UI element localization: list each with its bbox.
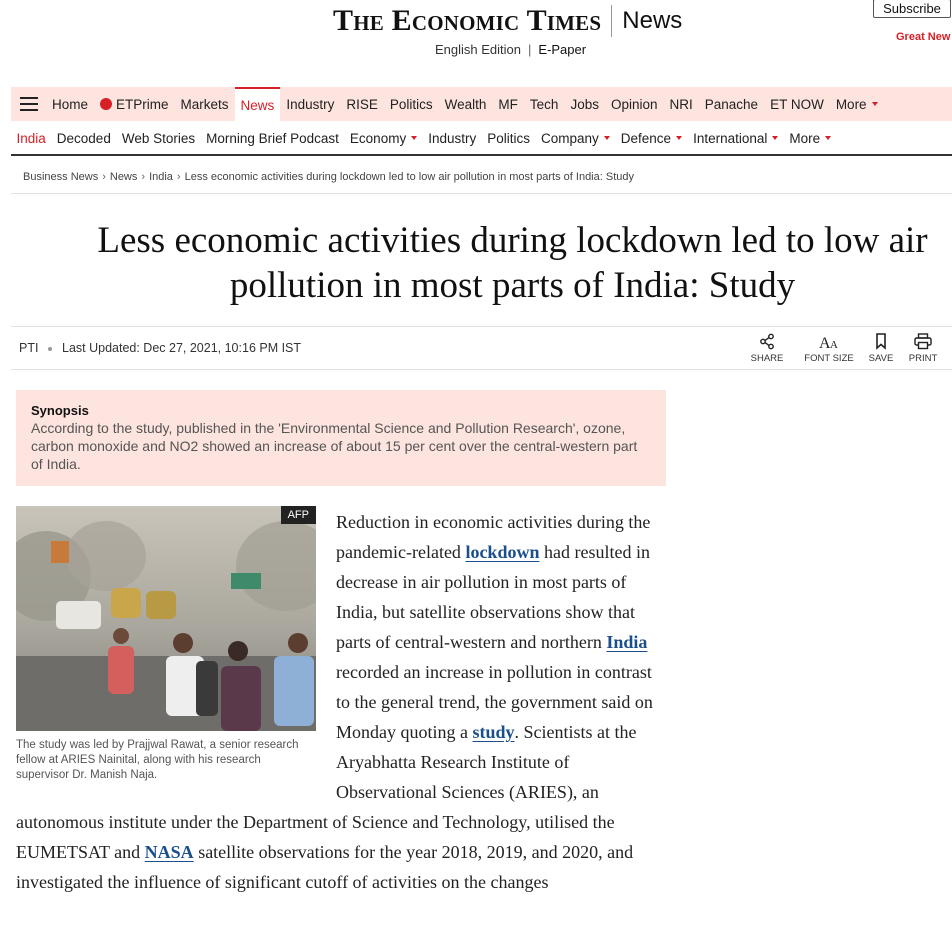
logo-row[interactable] [333,4,682,38]
body-text-part: Reduction in economic activities during the pandemic-related [336,512,651,562]
last-updated: Last Updated: Dec 27, 2021, 10:16 PM IST [62,341,302,355]
chevron-down-icon [676,136,682,140]
share-label: SHARE [750,353,784,364]
breadcrumb-separator: › [102,170,106,183]
print-icon [914,333,932,350]
epaper-link[interactable]: E-Paper [538,42,587,57]
subnav-item-company[interactable] [536,131,616,146]
nav-item-jobs[interactable] [564,87,605,121]
subnav-item-economy[interactable] [344,131,422,146]
nav-item-label: Opinion [610,96,658,112]
breadcrumb [11,160,952,194]
share-icon [759,333,775,350]
synopsis-title: Synopsis [31,403,89,418]
synopsis-box [16,390,666,486]
nav-item-label: Panache [704,96,759,112]
primary-nav [11,87,952,121]
breadcrumb-item[interactable]: Business News [23,170,99,183]
chevron-down-icon [872,102,878,106]
edition-link[interactable]: English Edition [435,42,521,57]
nav-item-wealth[interactable] [439,87,493,121]
nav-item-label: ET NOW [770,96,824,112]
subnav-item-morning-brief-podcast[interactable] [201,131,345,146]
etprime-logo-icon [100,98,112,110]
india-link[interactable]: India [606,632,648,652]
image-caption: The study was led by Prajjwal Rawat, a senior research fellow at ARIES Nainital, along with his research supervisor Dr. Manish Naja. [16,739,299,781]
subnav-item-web-stories[interactable] [116,131,200,146]
lockdown-link[interactable]: lockdown [465,542,540,562]
nav-item-rise[interactable] [340,87,384,121]
nav-item-label: RISE [346,96,378,112]
nav-item-opinion[interactable] [605,87,664,121]
nav-item-label: Industry [286,96,335,112]
edition-separator: | [528,42,532,57]
font-size-icon [819,333,839,350]
edition-row [435,42,586,57]
subnav-item-india[interactable] [11,131,51,146]
font-size-button[interactable] [804,333,854,364]
breadcrumb-item[interactable]: News [109,170,138,183]
masthead [0,0,952,86]
print-button[interactable] [898,333,948,364]
subnav-item-decoded[interactable] [51,131,116,146]
nav-item-markets[interactable] [175,87,235,121]
nav-item-home[interactable] [46,87,94,121]
nav-item-industry[interactable] [280,87,340,121]
subnav-item-label: India [16,130,46,146]
bookmark-icon [875,333,887,350]
nav-item-tech[interactable] [524,87,565,121]
chevron-down-icon [411,136,417,140]
nav-item-nri[interactable] [664,87,699,121]
primary-nav-list [46,87,884,121]
byline-dot [48,347,52,351]
nav-item-label: News [240,97,275,113]
promo-link[interactable]: Great New [896,31,951,43]
breadcrumb-separator: › [176,170,181,183]
subnav-item-label: Industry [428,130,477,146]
subnav-item-defence[interactable] [615,131,687,146]
nasa-link[interactable]: NASA [144,842,194,862]
nav-item-label: MF [498,96,518,112]
nav-item-more[interactable] [830,87,884,121]
subnav-item-label: Company [541,130,599,146]
nav-item-panache[interactable] [699,87,764,121]
nav-item-label: Tech [529,96,559,112]
subnav-item-international[interactable] [688,131,784,146]
logo-divider [611,5,612,37]
body-text-part: recorded an increase in pollution in contrast to the general trend, the government said on Monday quoting a [336,662,653,742]
nav-item-label: Politics [389,96,433,112]
secondary-nav [11,122,952,156]
breadcrumb-item: Less economic activities during lockdown led to low air pollution in most parts of India: Study [184,170,634,183]
agency-name: PTI [19,341,39,355]
subnav-item-label: Defence [620,130,672,146]
font-size-label: FONT SIZE [804,353,854,364]
nav-item-label: Jobs [570,96,599,112]
breadcrumb-separator: › [141,170,146,183]
save-label: SAVE [868,353,894,364]
image-float-spacer [16,507,336,792]
nav-item-politics[interactable] [384,87,439,121]
subnav-item-label: More [789,130,821,146]
subnav-item-politics[interactable] [482,131,536,146]
nav-item-mf[interactable] [492,87,524,121]
nav-item-label: Markets [180,96,229,112]
nav-item-etprime[interactable] [94,87,175,121]
byline-bar [11,326,952,370]
article-headline: Less economic activities during lockdown led to low air pollution in most parts of India: Study [97,220,928,306]
share-button[interactable] [742,333,792,364]
nav-item-et-now[interactable] [764,87,830,121]
image-credit-badge: AFP [281,506,316,524]
subnav-item-label: Economy [349,130,407,146]
subnav-item-label: Decoded [56,130,111,146]
article-body [16,507,668,897]
nav-item-label: ETPrime [116,96,169,112]
subnav-item-more[interactable] [784,131,837,146]
subnav-item-label: Morning Brief Podcast [206,130,339,146]
print-label: PRINT [908,353,938,364]
nav-item-news[interactable] [235,87,281,121]
breadcrumb-item[interactable]: India [149,170,173,183]
nav-item-label: Home [52,96,89,112]
svg-text:A: A [830,339,838,350]
subnav-item-industry[interactable] [423,131,482,146]
secondary-nav-list [11,122,952,154]
subnav-item-label: Politics [487,130,530,146]
nav-item-label: More [835,96,867,112]
synopsis-text: According to the study, published in the 'Environmental Science and Pollution Research', ozone, carbon monoxide and NO2 showed an increase of about 15 per cent over the central-western part of India. [31,420,638,472]
body-text-part: had resulted in decrease in air pollution in most parts of India, but satellite observations show that parts of central-western and northern [336,542,650,652]
hamburger-menu-icon[interactable] [20,97,38,111]
subnav-item-label: International [693,130,768,146]
chevron-down-icon [772,136,778,140]
section-title[interactable]: News [622,7,683,34]
chevron-down-icon [604,136,610,140]
study-link[interactable]: study [472,722,515,742]
body-text-part: satellite observations for the year 2018, 2019, and 2020, and investigated the influence of significant cutoff of activities on the changes [16,842,634,892]
site-logo[interactable]: The Economic Times [333,4,602,37]
nav-item-label: Wealth [444,96,487,112]
body-text-part: . Scientists at the Aryabhatta Research Institute of Observational Sciences (ARIES), an autonomous institute under the Department of Science and Technology, utilised the EUMETSAT and [16,722,637,862]
nav-item-label: NRI [669,96,693,112]
subscribe-button[interactable]: Subscribe [873,0,951,18]
subnav-item-label: Web Stories [121,130,196,146]
chevron-down-icon [825,136,831,140]
svg-text:A: A [819,335,831,350]
